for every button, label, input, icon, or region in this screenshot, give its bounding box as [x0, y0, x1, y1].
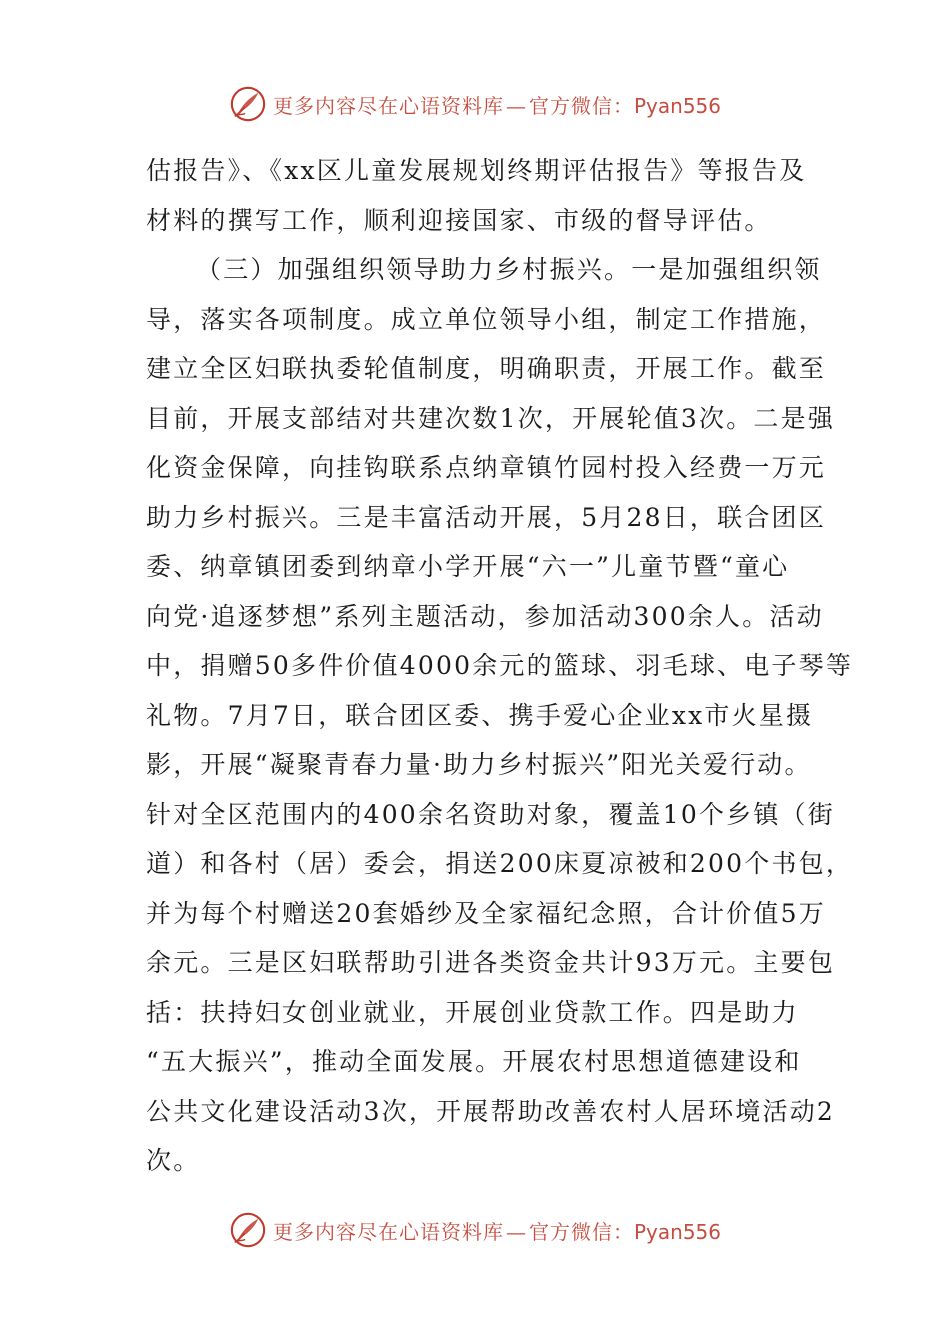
text-line: 助力乡村振兴。三是丰富活动开展，5月28日，联合团区: [146, 502, 826, 532]
header-watermark: [0, 82, 950, 126]
text-line: 委、纳章镇团委到纳章小学开展“六一”儿童节暨“童心: [146, 552, 790, 581]
text-line: 导，落实各项制度。成立单位领导小组，制定工作措施，: [146, 304, 827, 334]
text-line: 向党·追逐梦想”系列主题活动，参加活动300余人。活动: [146, 601, 824, 631]
watermark-dash: —: [505, 93, 527, 118]
text-line: 余元。三是区妇联帮助引进各类资金共计93万元。主要包: [146, 948, 836, 977]
watermark-wechat-id: Pyan556: [633, 93, 721, 118]
footer-watermark: [0, 1208, 950, 1252]
text-line: 化资金保障，向挂钩联系点纳章镇竹园村投入经费一万元: [146, 453, 827, 482]
text-line: 目前，开展支部结对共建次数1次，开展轮值3次。二是强: [146, 403, 836, 433]
text-line: 次。: [146, 1146, 201, 1175]
watermark-dash: —: [505, 1219, 527, 1244]
text-line: 建立全区妇联执委轮值制度，明确职责，开展工作。截至: [146, 354, 827, 383]
text-line: “五大振兴”，推动全面发展。开展农村思想道德建设和: [146, 1047, 802, 1076]
section-heading-line: （三）加强组织领导助力乡村振兴。一是加强组织领: [196, 255, 822, 284]
document-body: [146, 146, 854, 1186]
watermark-official-text: 官方微信：: [528, 93, 634, 118]
watermark-wechat-id: Pyan556: [633, 1219, 721, 1244]
text-line: 影，开展“凝聚青春力量·助力乡村振兴”阳光关爱行动。: [146, 750, 812, 779]
watermark-official-text: 官方微信：: [528, 1219, 634, 1244]
text-line: 估报告》、《xx区儿童发展规划终期评估报告》等报告及: [146, 156, 807, 185]
text-line: 针对全区范围内的400余名资助对象，覆盖10个乡镇（街: [146, 799, 835, 829]
quill-logo-icon: [229, 1211, 267, 1249]
watermark-main-text: 更多内容尽在心语资料库: [272, 93, 504, 118]
text-line: 括：扶持妇女创业就业，开展创业贷款工作。四是助力: [146, 997, 799, 1027]
text-line: 并为每个村赠送20套婚纱及全家福纪念照，合计价值5万: [146, 898, 826, 928]
text-line: 道）和各村（居）委会，捐送200床夏凉被和200个书包，: [146, 849, 854, 878]
quill-logo-icon: [229, 85, 267, 123]
text-line: 公共文化建设活动3次，开展帮助改善农村人居环境活动2: [146, 1096, 836, 1126]
text-line: 中，捐赠50多件价值4000余元的篮球、羽毛球、电子琴等: [146, 651, 854, 680]
text-line: 礼物。7月7日，联合团区委、携手爱心企业xx市火星摄: [146, 700, 814, 730]
text-line: 材料的撰写工作，顺利迎接国家、市级的督导评估。: [146, 205, 772, 235]
watermark-text: [273, 1216, 721, 1245]
watermark-main-text: 更多内容尽在心语资料库: [272, 1219, 504, 1244]
watermark-text: [273, 90, 721, 119]
